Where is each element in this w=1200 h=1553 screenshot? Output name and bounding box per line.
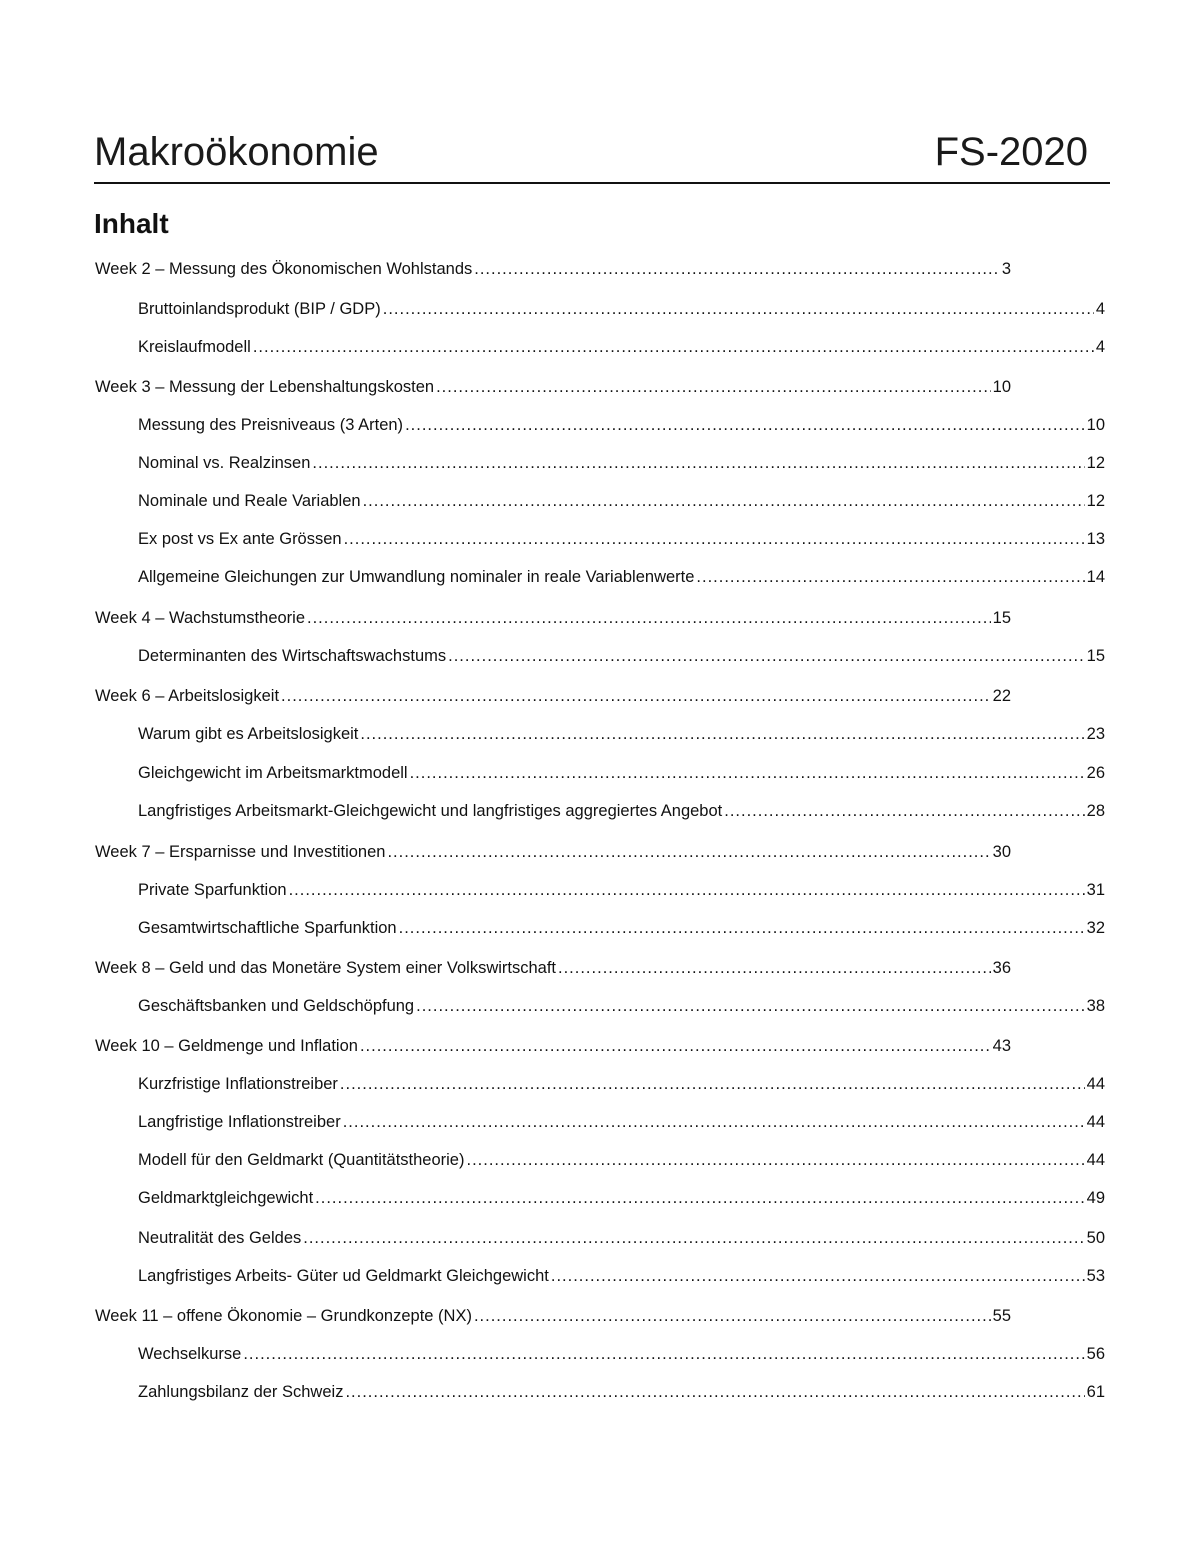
toc-dot-leader	[696, 566, 1084, 588]
toc-entry-label: Nominal vs. Realzinsen	[138, 454, 311, 472]
toc-entry-label: Kurzfristige Inflationstreiber	[138, 1075, 338, 1093]
toc-dot-leader	[243, 1343, 1084, 1365]
toc-entry-label: Messung des Preisniveaus (3 Arten)	[138, 416, 404, 434]
toc-page-number: 15	[992, 609, 1011, 627]
toc-chapter-entry[interactable]	[95, 685, 1011, 707]
toc-page-number: 44	[1086, 1075, 1105, 1093]
toc-page-number: 15	[1086, 647, 1105, 665]
toc-entry-label: Allgemeine Gleichungen zur Umwandlung nominaler in reale Variablenwerte	[138, 568, 695, 586]
toc-chapter-entry[interactable]	[95, 1305, 1011, 1327]
toc-section-entry[interactable]	[138, 528, 1105, 550]
toc-page-number: 31	[1086, 881, 1105, 899]
toc-section-entry[interactable]	[138, 1111, 1105, 1133]
toc-section-entry[interactable]	[138, 298, 1105, 320]
toc-dot-leader	[474, 258, 1000, 280]
toc-dot-leader	[466, 1149, 1084, 1171]
toc-entry-label: Week 11 – offene Ökonomie – Grundkonzepte (NX)	[95, 1307, 472, 1325]
toc-entry-label: Bruttoinlandsprodukt (BIP / GDP)	[138, 300, 381, 318]
toc-page-number: 30	[992, 843, 1011, 861]
toc-section-entry[interactable]	[138, 645, 1105, 667]
toc-entry-label: Determinanten des Wirtschaftswachstums	[138, 647, 447, 665]
toc-entry-label: Week 2 – Messung des Ökonomischen Wohlstands	[95, 260, 473, 278]
document-title: Makroökonomie	[94, 130, 379, 174]
toc-dot-leader	[360, 723, 1084, 745]
toc-section-entry[interactable]	[138, 452, 1105, 474]
toc-page-number: 32	[1086, 919, 1105, 937]
toc-dot-leader	[289, 879, 1085, 901]
toc-page-number: 10	[992, 378, 1011, 396]
toc-page-number: 4	[1095, 300, 1105, 318]
toc-page-number: 53	[1086, 1267, 1105, 1285]
toc-section-entry[interactable]	[138, 800, 1105, 822]
toc-dot-leader	[315, 1187, 1084, 1209]
toc-section-entry[interactable]	[138, 879, 1105, 901]
toc-dot-leader	[436, 376, 991, 398]
toc-dot-leader	[405, 414, 1085, 436]
toc-page-number: 36	[992, 959, 1011, 977]
toc-dot-leader	[253, 336, 1094, 358]
toc-dot-leader	[383, 298, 1094, 320]
toc-section-entry[interactable]	[138, 1265, 1105, 1287]
toc-chapter-entry[interactable]	[95, 376, 1011, 398]
toc-page-number: 44	[1086, 1113, 1105, 1131]
toc-page-number: 56	[1086, 1345, 1105, 1363]
toc-entry-label: Wechselkurse	[138, 1345, 242, 1363]
toc-dot-leader	[281, 685, 991, 707]
toc-page-number: 3	[1001, 260, 1011, 278]
toc-chapter-entry[interactable]	[95, 957, 1011, 979]
toc-entry-label: Kreislaufmodell	[138, 338, 251, 356]
toc-entry-label: Week 10 – Geldmenge und Inflation	[95, 1037, 358, 1055]
toc-page-number: 26	[1086, 764, 1105, 782]
toc-dot-leader	[724, 800, 1084, 822]
toc-entry-label: Week 8 – Geld und das Monetäre System einer Volkswirtschaft	[95, 959, 557, 977]
toc-section-entry[interactable]	[138, 995, 1105, 1017]
toc-section-entry[interactable]	[138, 762, 1105, 784]
toc-dot-leader	[448, 645, 1085, 667]
toc-page-number: 43	[992, 1037, 1011, 1055]
toc-entry-label: Modell für den Geldmarkt (Quantitätstheorie)	[138, 1151, 465, 1169]
toc-entry-label: Private Sparfunktion	[138, 881, 287, 899]
toc-dot-leader	[410, 762, 1085, 784]
toc-section-entry[interactable]	[138, 1073, 1105, 1095]
toc-dot-leader	[558, 957, 991, 979]
toc-page-number: 38	[1086, 997, 1105, 1015]
toc-dot-leader	[340, 1073, 1085, 1095]
toc-dot-leader	[551, 1265, 1085, 1287]
toc-entry-label: Week 6 – Arbeitslosigkeit	[95, 687, 280, 705]
toc-page-number: 23	[1086, 725, 1105, 743]
toc-page-number: 22	[992, 687, 1011, 705]
toc-page-number: 28	[1086, 802, 1105, 820]
toc-section-entry[interactable]	[138, 1149, 1105, 1171]
toc-dot-leader	[416, 995, 1085, 1017]
toc-dot-leader	[399, 917, 1085, 939]
toc-section-entry[interactable]	[138, 566, 1105, 588]
toc-entry-label: Gleichgewicht im Arbeitsmarktmodell	[138, 764, 408, 782]
toc-dot-leader	[303, 1227, 1084, 1249]
toc-section-entry[interactable]	[138, 336, 1105, 358]
toc-page-number: 12	[1086, 492, 1105, 510]
toc-page-number: 49	[1086, 1189, 1105, 1207]
toc-page-number: 10	[1086, 416, 1105, 434]
toc-entry-label: Nominale und Reale Variablen	[138, 492, 361, 510]
toc-entry-label: Week 4 – Wachstumstheorie	[95, 609, 306, 627]
toc-section-entry[interactable]	[138, 1187, 1105, 1209]
toc-page-number: 55	[992, 1307, 1011, 1325]
toc-section-entry[interactable]	[138, 490, 1105, 512]
toc-page-number: 13	[1086, 530, 1105, 548]
toc-page-number: 61	[1086, 1383, 1105, 1401]
toc-section-entry[interactable]	[138, 1381, 1105, 1403]
toc-chapter-entry[interactable]	[95, 841, 1011, 863]
semester-label: FS-2020	[934, 130, 1088, 174]
toc-entry-label: Langfristige Inflationstreiber	[138, 1113, 341, 1131]
toc-page-number: 50	[1086, 1229, 1105, 1247]
toc-entry-label: Geschäftsbanken und Geldschöpfung	[138, 997, 415, 1015]
toc-entry-label: Langfristiges Arbeits- Güter ud Geldmarkt Gleichgewicht	[138, 1267, 549, 1285]
toc-heading: Inhalt	[94, 208, 169, 239]
toc-chapter-entry[interactable]	[95, 607, 1011, 629]
toc-entry-label: Ex post vs Ex ante Grössen	[138, 530, 342, 548]
toc-section-entry[interactable]	[138, 414, 1105, 436]
toc-dot-leader	[343, 1111, 1085, 1133]
toc-entry-label: Geldmarktgleichgewicht	[138, 1189, 314, 1207]
toc-section-entry[interactable]	[138, 1343, 1105, 1365]
toc-dot-leader	[312, 452, 1084, 474]
toc-section-entry[interactable]	[138, 1227, 1105, 1249]
toc-entry-label: Langfristiges Arbeitsmarkt-Gleichgewicht und langfristiges aggregiertes Angebot	[138, 802, 723, 820]
toc-dot-leader	[363, 490, 1085, 512]
toc-entry-label: Zahlungsbilanz der Schweiz	[138, 1383, 344, 1401]
toc-chapter-entry[interactable]	[95, 258, 1011, 280]
toc-chapter-entry[interactable]	[95, 1035, 1011, 1057]
toc-entry-label: Week 3 – Messung der Lebenshaltungskosten	[95, 378, 435, 396]
toc-dot-leader	[345, 1381, 1084, 1403]
toc-dot-leader	[307, 607, 991, 629]
toc-page-number: 14	[1086, 568, 1105, 586]
toc-section-entry[interactable]	[138, 723, 1105, 745]
toc-entry-label: Neutralität des Geldes	[138, 1229, 302, 1247]
toc-dot-leader	[387, 841, 990, 863]
toc-page-number: 44	[1086, 1151, 1105, 1169]
toc-entry-label: Gesamtwirtschaftliche Sparfunktion	[138, 919, 397, 937]
toc-page-number: 12	[1086, 454, 1105, 472]
toc-dot-leader	[474, 1305, 991, 1327]
toc-entry-label: Week 7 – Ersparnisse und Investitionen	[95, 843, 386, 861]
toc-section-entry[interactable]	[138, 917, 1105, 939]
toc-dot-leader	[344, 528, 1085, 550]
toc-dot-leader	[360, 1035, 991, 1057]
page-header	[94, 128, 1110, 184]
toc-entry-label: Warum gibt es Arbeitslosigkeit	[138, 725, 359, 743]
toc-page-number: 4	[1095, 338, 1105, 356]
